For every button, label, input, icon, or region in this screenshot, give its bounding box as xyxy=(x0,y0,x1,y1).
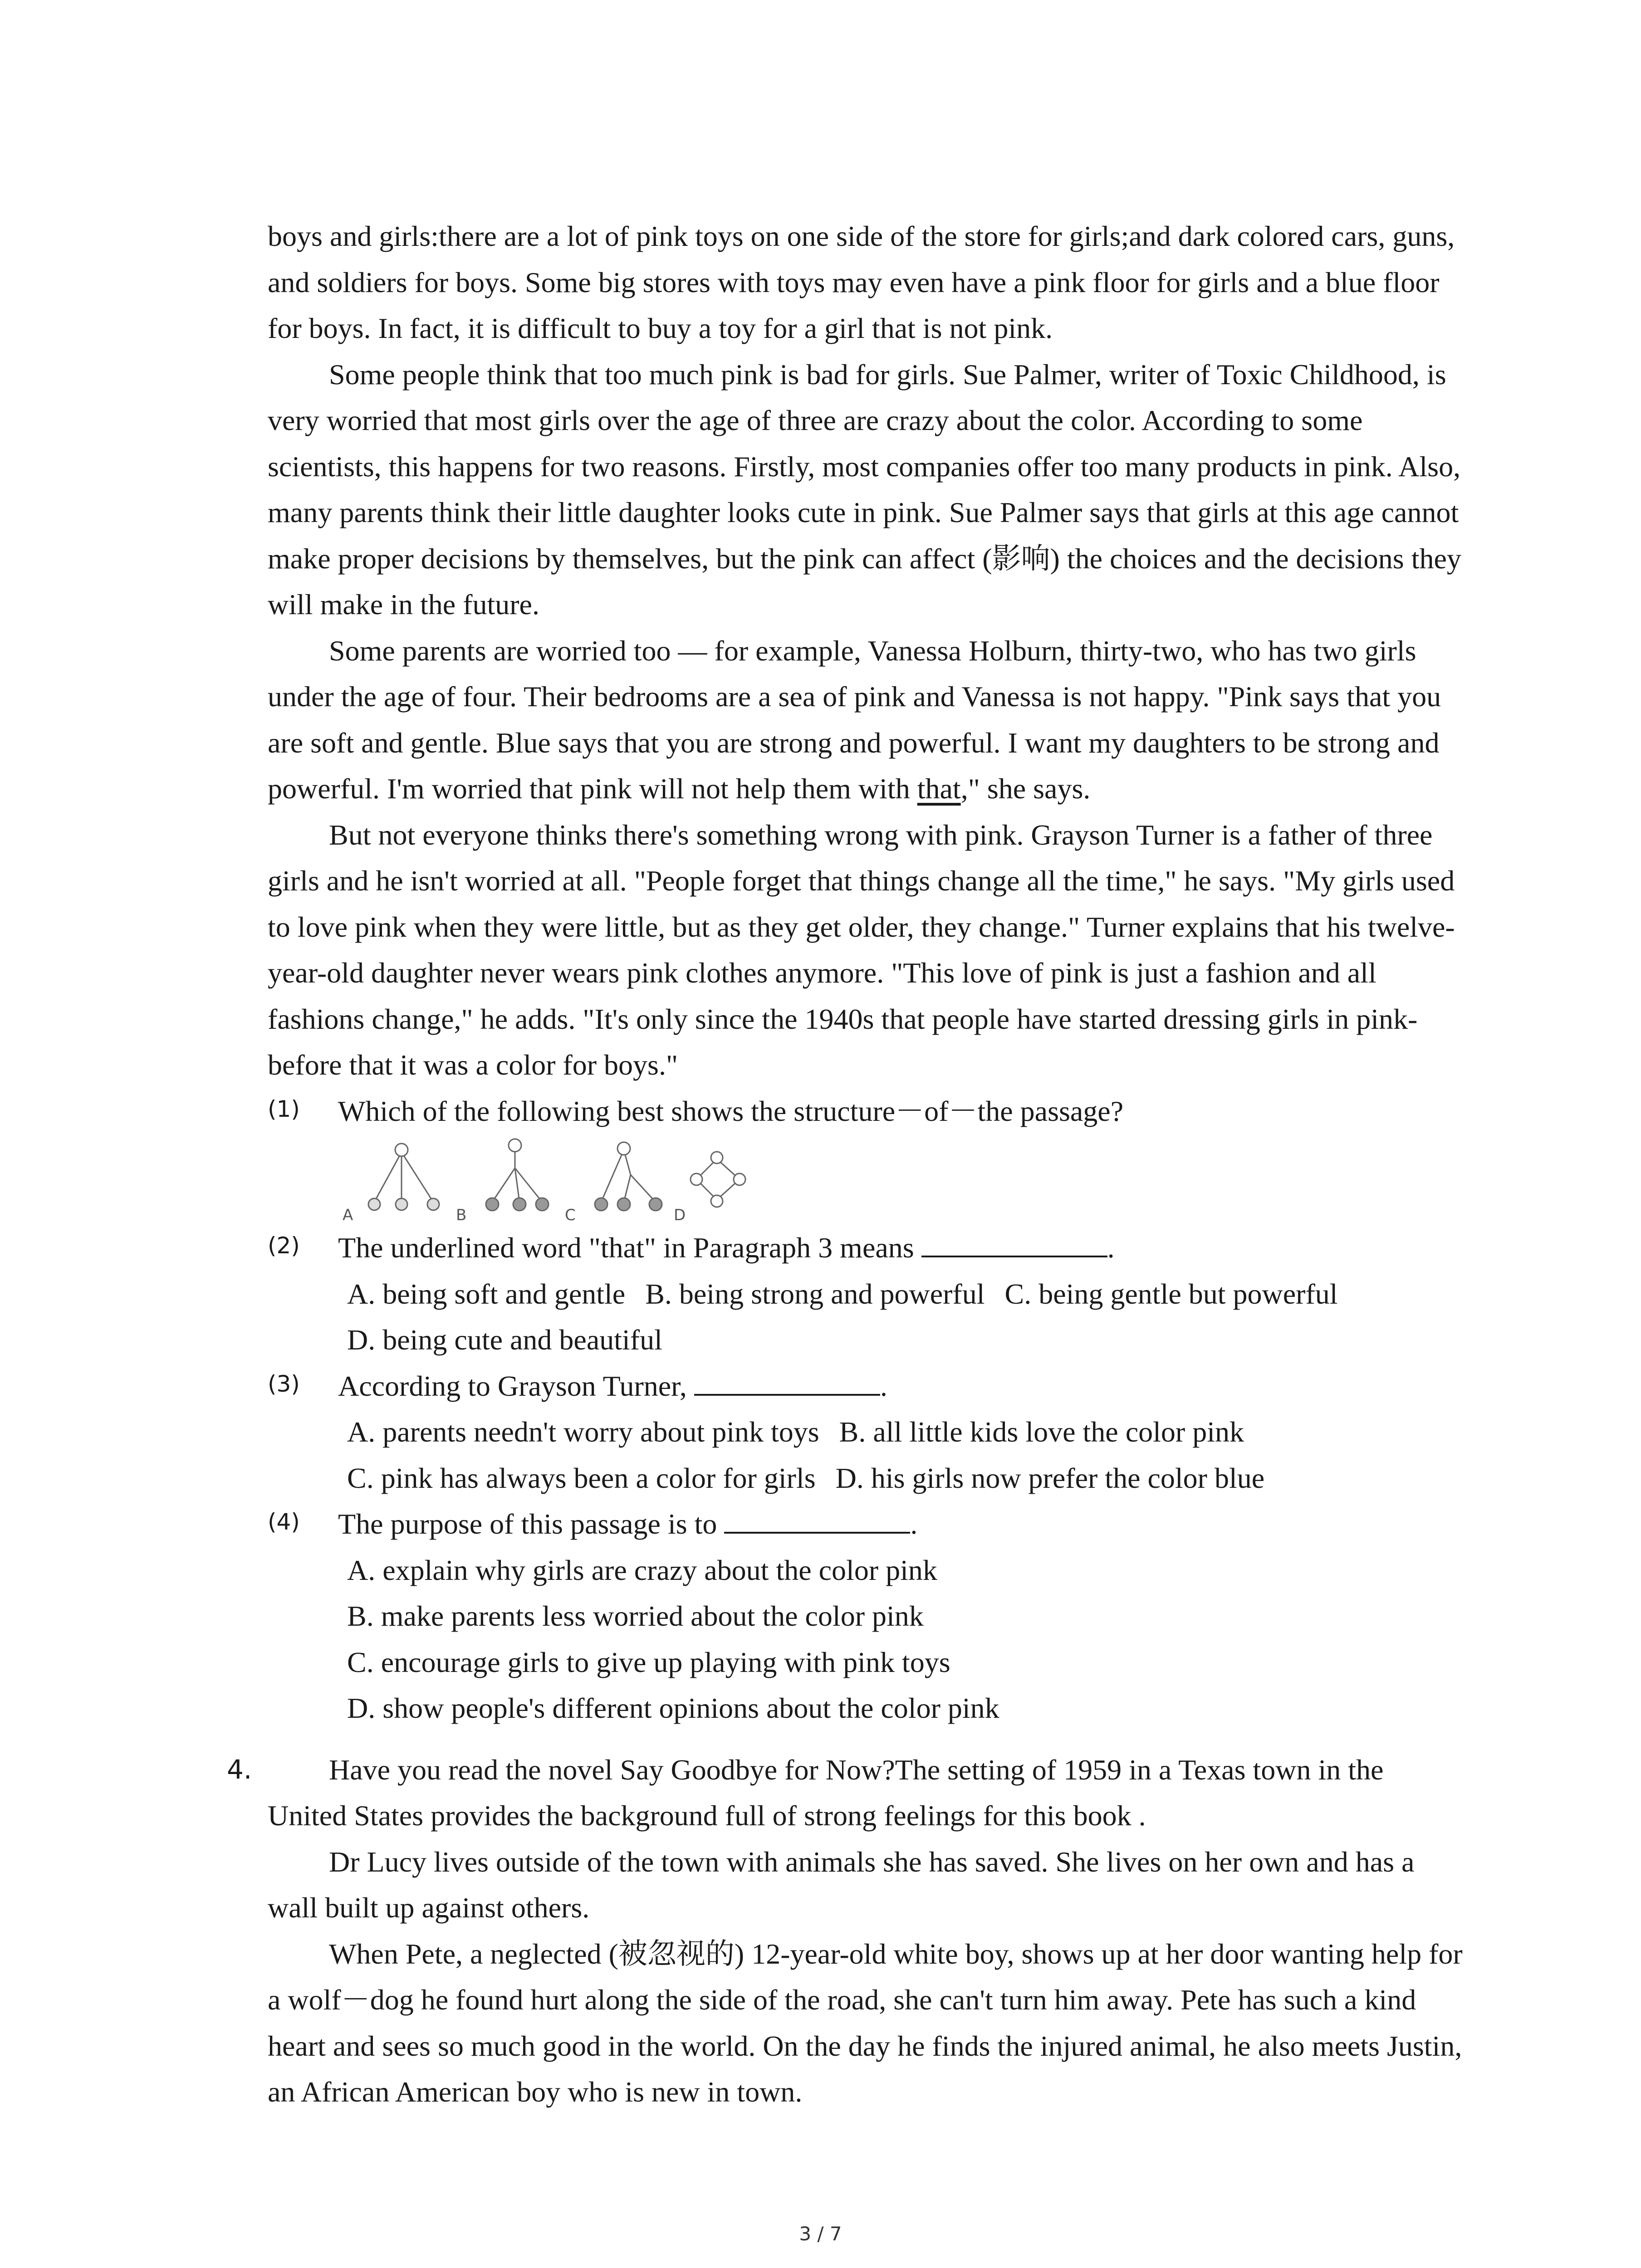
option-d[interactable]: D. being cute and beautiful xyxy=(347,1324,662,1356)
question-stem: The purpose of this passage is to . xyxy=(338,1501,1465,1547)
page-number: 3 / 7 xyxy=(799,2223,842,2245)
question-4 xyxy=(268,1501,1465,1547)
tree-label-c: C xyxy=(565,1206,576,1224)
option-c[interactable]: C. pink has always been a color for girls xyxy=(347,1461,816,1494)
options-line xyxy=(268,1317,1465,1363)
question-number: (1) xyxy=(268,1095,300,1122)
tree-b xyxy=(486,1139,549,1211)
item4-paragraph-1: Have you read the novel Say Goodbye for Now?The setting of 1959 in a Texas town in the United States provides the background full of strong feelings for this book . xyxy=(268,1753,1384,1832)
item4-paragraph-2: Dr Lucy lives outside of the town with animals she has saved. She lives on her own and has a wall built up against others. xyxy=(268,1845,1415,1924)
reading-item-4 xyxy=(227,1747,1465,2115)
answer-blank[interactable] xyxy=(724,1506,910,1534)
question-stem-text: The underlined word "that" in Paragraph 3 means xyxy=(338,1232,914,1264)
question-2 xyxy=(268,1225,1465,1271)
option-b[interactable]: B. all little kids love the color pink xyxy=(839,1416,1244,1448)
question-3 xyxy=(268,1363,1465,1409)
option-a[interactable]: A. parents needn't worry about pink toys xyxy=(347,1416,819,1448)
tree-label-b: B xyxy=(456,1206,467,1224)
passage-paragraph-4: But not everyone thinks there's something wrong with pink. Grayson Turner is a father of three girls and he isn't worried at all. "People forget that things change all the time," he says. "My girls used to love pink when they were little, but as they get older, they change." Turner explains that his twelve-year-old daughter never wears pink clothes anymore. "This love of pink is just a fashion and all fashions change," he adds. "It's only since the 1940s that people have started dressing girls in pink-before that it was a color for boys." xyxy=(268,818,1455,1081)
question-number: (2) xyxy=(268,1232,300,1259)
item-number: 4. xyxy=(227,1754,252,1785)
tree-label-a: A xyxy=(343,1206,353,1224)
option-b[interactable]: B. being strong and powerful xyxy=(645,1277,985,1310)
answer-blank[interactable] xyxy=(921,1230,1107,1257)
passage-paragraph-1: boys and girls:there are a lot of pink toys on one side of the store for girls;and dark colored cars, guns, and soldiers for boys. Some big stores with toys may even have a pink floor for girls and a blue floor for boys. In fact, it is difficult to buy a toy for a girl that is not pink. xyxy=(268,220,1455,344)
option-c[interactable]: C. being gentle but powerful xyxy=(1004,1277,1338,1310)
option-a[interactable]: A. explain why girls are crazy about the color pink xyxy=(347,1554,937,1586)
tree-c xyxy=(595,1142,662,1211)
question-number: (4) xyxy=(268,1509,300,1535)
passage-paragraph-2: Some people think that too much pink is bad for girls. Sue Palmer, writer of Toxic Childhood, is very worried that most girls over the age of three are crazy about the color. According to some scientists, this happens for two reasons. Firstly, most companies offer too many products in pink. Also, many parents think their little daughter looks cute in pink. Sue Palmer says that girls at this age cannot make proper decisions by themselves, but the pink can affect (影响) the choices and the decisions they will make in the future. xyxy=(268,358,1461,621)
tree-a xyxy=(368,1144,439,1210)
paragraph-3-text-after: ," she says. xyxy=(960,772,1091,805)
item4-paragraph-3: When Pete, a neglected (被忽视的) 12-year-old white boy, shows up at her door wanting help for a wolf－dog he found hurt along the side of the road, she can't turn him away. Pete has such a kind heart and sees so much good in the world. On the day he finds the injured animal, he also meets Justin, an African American boy who is new in town. xyxy=(268,1937,1463,2108)
tree-label-d: D xyxy=(674,1206,686,1224)
structure-diagram-options xyxy=(268,1134,1465,1225)
page-content xyxy=(227,213,1465,2115)
question-stem: According to Grayson Turner, . xyxy=(338,1363,1465,1409)
tree-d xyxy=(691,1152,745,1207)
option-d[interactable]: D. show people's different opinions about the color pink xyxy=(347,1692,999,1724)
option-d[interactable]: D. his girls now prefer the color blue xyxy=(835,1461,1265,1494)
question-stem: The underlined word "that" in Paragraph 3 means . xyxy=(338,1225,1465,1271)
option-b[interactable]: B. make parents less worried about the color pink xyxy=(347,1600,924,1632)
options-line xyxy=(268,1271,1465,1317)
option-c[interactable]: C. encourage girls to give up playing with pink toys xyxy=(347,1646,950,1678)
option-a[interactable]: A. being soft and gentle xyxy=(347,1277,626,1310)
answer-blank[interactable] xyxy=(694,1369,880,1396)
passage-paragraph-3 xyxy=(268,628,1465,812)
options-line xyxy=(268,1409,1465,1455)
structure-trees-figure xyxy=(343,1134,787,1225)
question-stem: Which of the following best shows the structure－of－the passage? xyxy=(338,1095,1124,1127)
question-stem-text: The purpose of this passage is to xyxy=(338,1508,717,1540)
underlined-word-that: that xyxy=(917,772,961,805)
options-line xyxy=(268,1455,1465,1501)
question-number: (3) xyxy=(268,1370,300,1397)
paragraph-3-text-before: Some parents are worried too — for example, Vanessa Holburn, thirty-two, who has two girls under the age of four. Their bedrooms are a sea of pink and Vanessa is not happy. "Pink says that you are soft and gentle. Blue says that you are strong and powerful. I want my daughters to be strong and powerful. I'm worried that pink will not help them with xyxy=(268,634,1441,805)
question-stem-text: According to Grayson Turner, xyxy=(338,1369,687,1402)
question-1 xyxy=(268,1088,1465,1134)
